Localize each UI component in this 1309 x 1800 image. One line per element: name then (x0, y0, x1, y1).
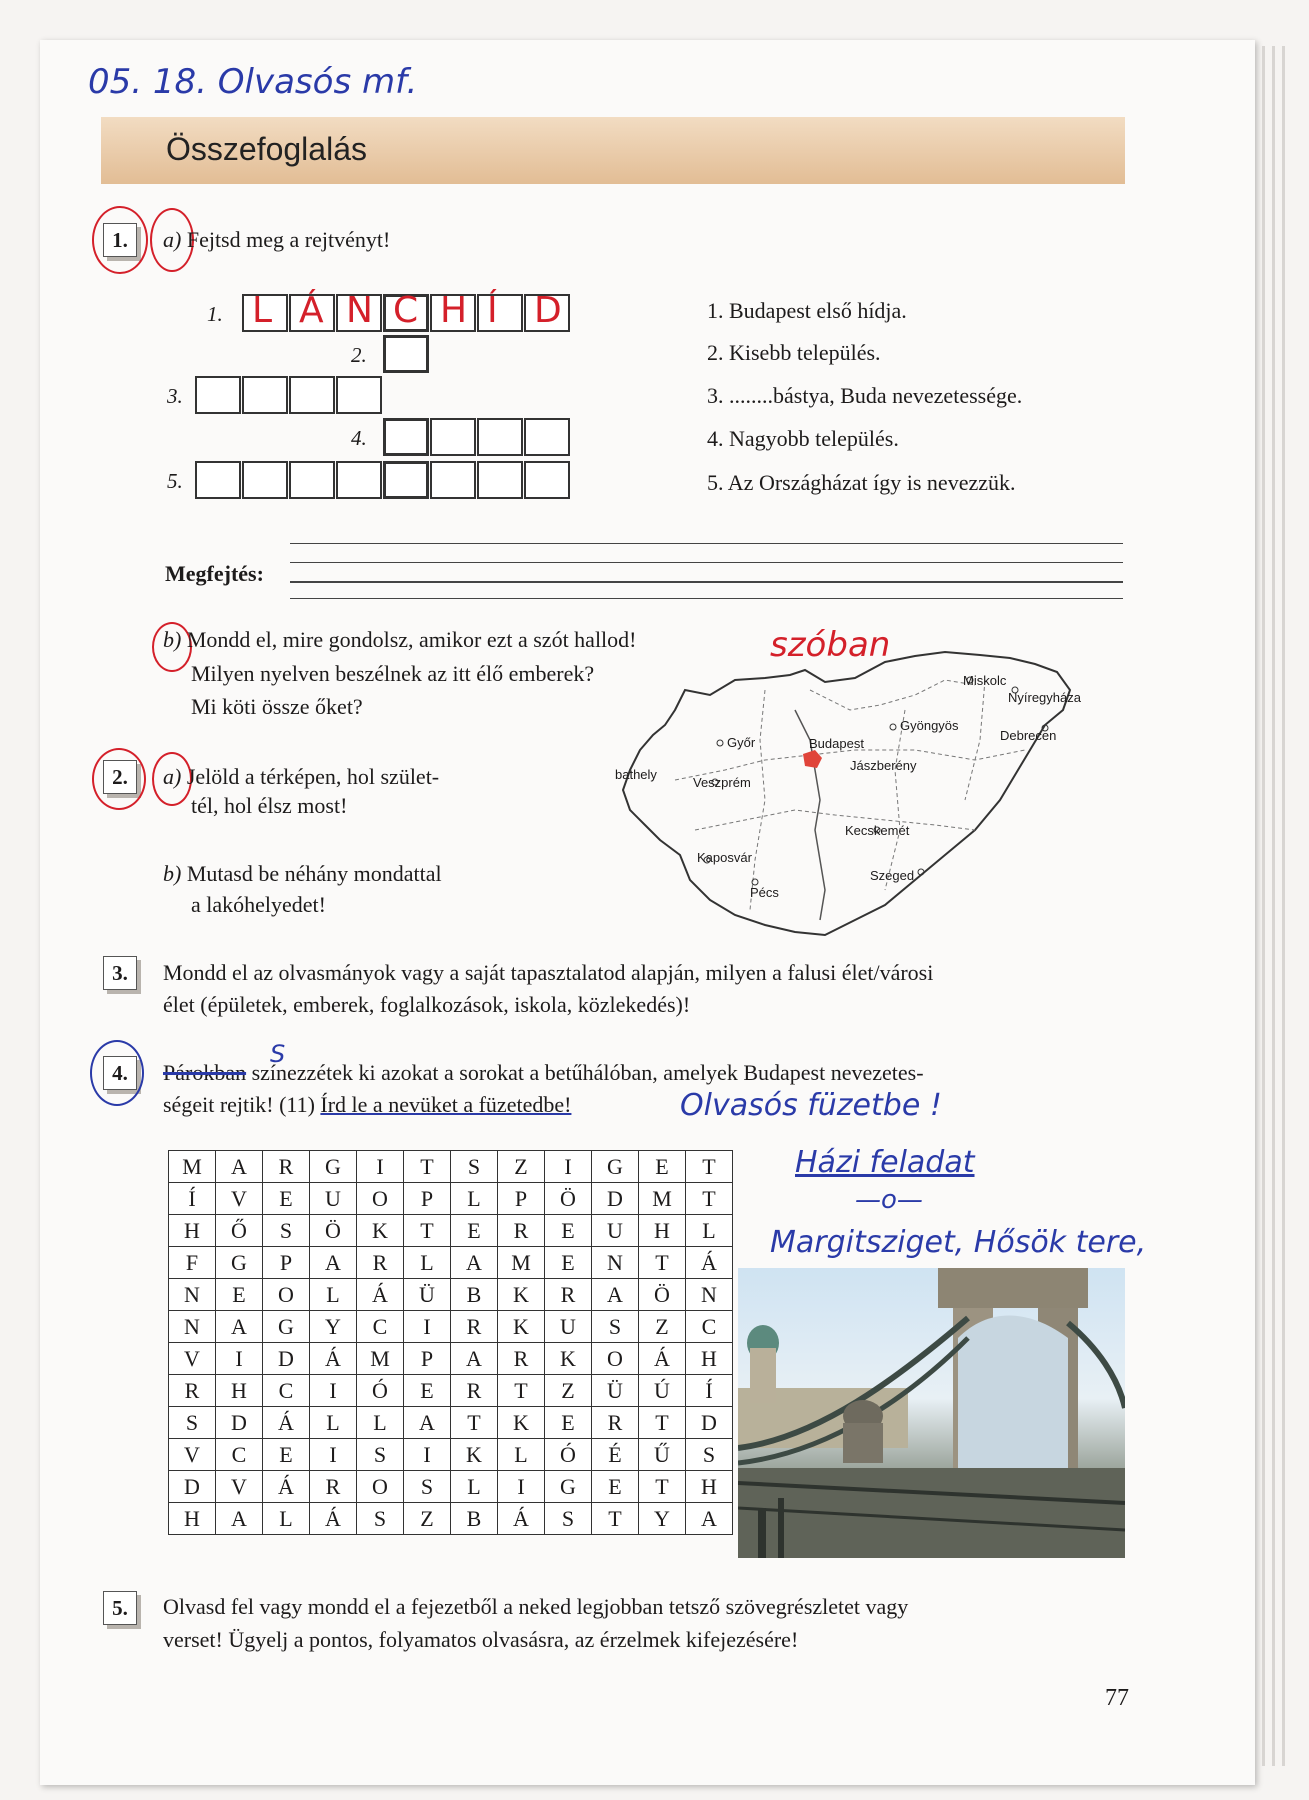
letter-cell[interactable]: L (404, 1247, 451, 1279)
letter-grid-row (169, 1279, 733, 1311)
map-label: Miskolc (963, 673, 1007, 688)
handwritten-homework-text: Margitsziget, Hősök tere, (770, 1225, 1147, 1260)
task1-b-line: Mondd el, mire gondolsz, amikor ezt a szót hallod! (186, 627, 637, 652)
task-number-5: 5. (103, 1591, 137, 1625)
solution-label: Megfejtés: (165, 561, 264, 586)
letter-cell[interactable]: I (310, 1439, 357, 1471)
letter-cell[interactable]: A (451, 1247, 498, 1279)
task1-b-line: Milyen nyelven beszélnek az itt élő emberek? (191, 661, 595, 686)
letter-cell[interactable]: L (357, 1407, 404, 1439)
page-number: 77 (1105, 1685, 1129, 1711)
letter-cell[interactable]: Y (639, 1503, 686, 1535)
letter-cell[interactable]: S (545, 1503, 592, 1535)
letter-grid-row (169, 1471, 733, 1503)
letter-cell[interactable]: A (216, 1503, 263, 1535)
letter-cell[interactable]: K (545, 1343, 592, 1375)
letter-cell[interactable]: R (451, 1375, 498, 1407)
page-edge (1272, 46, 1275, 1766)
task1-b-label: b) (163, 627, 182, 652)
letter-cell[interactable]: I (404, 1439, 451, 1471)
letter-cell[interactable]: P (404, 1343, 451, 1375)
crossword-cell (242, 376, 288, 414)
letter-cell[interactable]: D (216, 1407, 263, 1439)
crossword-cell (336, 376, 382, 414)
crossword-cell (430, 461, 476, 499)
handwritten-answer-letter: H (440, 290, 468, 331)
letter-cell[interactable]: T (404, 1215, 451, 1247)
letter-cell[interactable]: R (498, 1343, 545, 1375)
map-label: bathely (615, 767, 657, 782)
map-label: Budapest (809, 736, 864, 751)
letter-cell[interactable]: S (357, 1439, 404, 1471)
task5-line: Olvasd fel vagy mondd el a fejezetből a neked legjobban tetsző szövegrészletet vagy (163, 1594, 909, 1619)
letter-cell[interactable]: V (216, 1183, 263, 1215)
letter-cell[interactable]: G (310, 1151, 357, 1183)
letter-cell[interactable]: R (169, 1375, 216, 1407)
red-circle-mark (92, 206, 148, 274)
task-number-3: 3. (103, 956, 137, 990)
letter-cell[interactable]: N (592, 1247, 639, 1279)
page-title: Összefoglalás (166, 131, 367, 167)
letter-cell[interactable]: N (686, 1279, 733, 1311)
crossword-row-number: 2. (351, 343, 367, 367)
letter-cell[interactable]: G (216, 1247, 263, 1279)
task-number-4: 4. (103, 1056, 137, 1090)
letter-cell[interactable]: I (310, 1375, 357, 1407)
section-banner (101, 117, 1125, 184)
crossword-cell (195, 376, 241, 414)
letter-cell[interactable]: T (686, 1151, 733, 1183)
task-number-1: 1. (103, 223, 137, 257)
crossword-cell (383, 335, 429, 373)
crossword-cell (477, 418, 523, 456)
letter-cell[interactable]: L (451, 1183, 498, 1215)
letter-cell[interactable]: S (592, 1311, 639, 1343)
handwritten-szoban: szóban (770, 625, 891, 665)
red-circle-mark (92, 748, 146, 810)
letter-cell[interactable]: Ú (639, 1375, 686, 1407)
letter-cell[interactable]: E (263, 1439, 310, 1471)
answer-line (290, 543, 1123, 544)
letter-cell[interactable]: I (357, 1151, 404, 1183)
crossword-cell (524, 418, 570, 456)
crossword-row-number: 3. (167, 384, 183, 408)
letter-cell[interactable]: E (592, 1471, 639, 1503)
letter-cell[interactable]: M (498, 1247, 545, 1279)
task2-a-line: tél, hol élsz most! (191, 793, 348, 818)
letter-cell[interactable]: T (498, 1375, 545, 1407)
letter-cell[interactable]: V (169, 1343, 216, 1375)
letter-cell[interactable]: C (216, 1439, 263, 1471)
letter-cell[interactable]: K (451, 1439, 498, 1471)
task5-line: verset! Ügyelj a pontos, folyamatos olvasásra, az érzelmek kifejezésére! (163, 1627, 799, 1652)
letter-cell[interactable]: Ö (545, 1183, 592, 1215)
letter-cell[interactable]: B (451, 1503, 498, 1535)
letter-cell[interactable]: Ó (357, 1375, 404, 1407)
letter-cell[interactable]: K (498, 1407, 545, 1439)
letter-cell[interactable]: Á (686, 1247, 733, 1279)
letter-cell[interactable]: A (310, 1247, 357, 1279)
task2-a-line: Jelöld a térképen, hol szület- (186, 764, 440, 789)
crossword-clue: 3. ........bástya, Buda nevezetessége. (707, 383, 1023, 408)
handwritten-dash: —o— (855, 1185, 923, 1215)
letter-cell[interactable]: K (498, 1311, 545, 1343)
map-label: Veszprém (693, 775, 751, 790)
letter-cell[interactable]: G (545, 1471, 592, 1503)
letter-cell[interactable]: L (310, 1279, 357, 1311)
letter-cell[interactable]: K (357, 1215, 404, 1247)
letter-cell[interactable]: S (404, 1471, 451, 1503)
letter-cell[interactable]: H (686, 1343, 733, 1375)
letter-cell[interactable]: T (639, 1407, 686, 1439)
letter-cell[interactable]: L (498, 1439, 545, 1471)
letter-cell[interactable]: N (169, 1279, 216, 1311)
letter-cell[interactable]: T (639, 1247, 686, 1279)
handwritten-correction: S (270, 1040, 286, 1068)
handwritten-answer-letter: Í (487, 290, 498, 331)
letter-cell[interactable]: P (263, 1247, 310, 1279)
letter-grid-row (169, 1311, 733, 1343)
letter-cell[interactable]: E (545, 1407, 592, 1439)
letter-cell[interactable]: Á (310, 1343, 357, 1375)
letter-grid-row (169, 1439, 733, 1471)
letter-cell[interactable]: R (451, 1311, 498, 1343)
letter-cell[interactable]: Á (639, 1343, 686, 1375)
letter-cell[interactable]: R (310, 1471, 357, 1503)
crossword-cell (289, 461, 335, 499)
letter-cell[interactable]: B (451, 1279, 498, 1311)
handwritten-answer-letter: N (346, 290, 373, 331)
map-label: Gyöngyös (900, 718, 959, 733)
letter-cell[interactable]: G (263, 1311, 310, 1343)
crossword-clue: 2. Kisebb település. (707, 340, 881, 365)
letter-cell[interactable]: Z (404, 1503, 451, 1535)
letter-cell[interactable]: A (451, 1343, 498, 1375)
letter-cell[interactable]: L (310, 1407, 357, 1439)
letter-grid-row (169, 1183, 733, 1215)
letter-cell[interactable]: R (357, 1247, 404, 1279)
letter-cell[interactable]: L (686, 1215, 733, 1247)
task-number-2: 2. (103, 760, 137, 794)
letter-cell[interactable]: Ó (545, 1439, 592, 1471)
task4-line1: színezzétek ki azokat a sorokat a betűhálóban, amelyek Budapest nevezetes- (251, 1060, 924, 1085)
letter-cell[interactable]: U (592, 1215, 639, 1247)
letter-cell[interactable]: M (169, 1151, 216, 1183)
letter-cell[interactable]: H (169, 1215, 216, 1247)
letter-cell[interactable]: N (169, 1311, 216, 1343)
letter-cell[interactable]: E (545, 1215, 592, 1247)
letter-cell[interactable]: F (169, 1247, 216, 1279)
letter-grid-row (169, 1407, 733, 1439)
letter-cell[interactable]: H (639, 1215, 686, 1247)
task1-b-line: Mi köti össze őket? (191, 694, 363, 719)
task2-b-label: b) (163, 861, 182, 886)
letter-cell[interactable]: R (263, 1151, 310, 1183)
letter-cell[interactable]: I (404, 1311, 451, 1343)
letter-cell[interactable]: A (216, 1311, 263, 1343)
map-label: Győr (727, 735, 756, 750)
answer-line (290, 581, 1123, 583)
letter-cell[interactable]: E (639, 1151, 686, 1183)
map-label: Nyíregyháza (1008, 690, 1081, 705)
crossword-row-number: 5. (167, 469, 183, 493)
answer-line (290, 562, 1123, 563)
letter-cell[interactable]: D (592, 1183, 639, 1215)
crossword-cell (383, 418, 429, 456)
crossword-clue: 5. Az Országházat így is nevezzük. (707, 470, 1016, 495)
letter-cell[interactable]: I (545, 1151, 592, 1183)
page-edge (1282, 46, 1285, 1766)
map-label: Kaposvár (697, 850, 752, 865)
task3-line: Mondd el az olvasmányok vagy a saját tapasztalatod alapján, milyen a falusi élet/városi (163, 960, 934, 985)
task4-line2: ségeit rejtik! (11) (163, 1092, 315, 1117)
crossword-cell (477, 294, 523, 332)
crossword-cell (195, 461, 241, 499)
letter-cell[interactable]: A (216, 1151, 263, 1183)
letter-cell[interactable]: S (686, 1439, 733, 1471)
chain-bridge-photo (738, 1268, 1125, 1558)
task1-a-text: Fejtsd meg a rejtvényt! (186, 227, 391, 252)
letter-cell[interactable]: D (686, 1407, 733, 1439)
letter-cell[interactable]: M (639, 1183, 686, 1215)
bridge-illustration (738, 1268, 1125, 1558)
handwritten-answer-letter: Á (299, 290, 324, 331)
letter-grid-row (169, 1343, 733, 1375)
letter-grid (168, 1150, 733, 1535)
letter-cell[interactable]: V (169, 1439, 216, 1471)
letter-cell[interactable]: E (451, 1215, 498, 1247)
letter-cell[interactable]: O (592, 1343, 639, 1375)
crossword-row-number: 1. (207, 302, 223, 326)
letter-cell[interactable]: V (216, 1471, 263, 1503)
handwritten-homework-title: Házi feladat (795, 1145, 975, 1180)
letter-cell[interactable]: T (592, 1503, 639, 1535)
task2-a-label: a) (163, 764, 182, 789)
handwritten-answer-letter: L (252, 290, 273, 331)
blue-circle-mark (90, 1040, 144, 1106)
letter-cell[interactable]: S (357, 1503, 404, 1535)
letter-cell[interactable]: S (169, 1407, 216, 1439)
crossword-cell (524, 461, 570, 499)
letter-cell[interactable]: Á (263, 1407, 310, 1439)
letter-cell[interactable]: E (545, 1247, 592, 1279)
letter-cell[interactable]: Ü (404, 1279, 451, 1311)
task2-b-line: a lakóhelyedet! (191, 892, 326, 917)
letter-cell[interactable]: E (216, 1279, 263, 1311)
letter-cell[interactable]: K (498, 1279, 545, 1311)
letter-cell[interactable]: R (592, 1407, 639, 1439)
map-label: Szeged (870, 868, 915, 883)
letter-cell[interactable]: T (639, 1471, 686, 1503)
letter-cell[interactable]: D (169, 1471, 216, 1503)
crossword-row-number: 4. (351, 426, 367, 450)
letter-cell[interactable]: Á (498, 1503, 545, 1535)
letter-cell[interactable]: Í (169, 1183, 216, 1215)
letter-cell[interactable]: U (545, 1311, 592, 1343)
letter-cell[interactable]: P (498, 1183, 545, 1215)
letter-cell[interactable]: Ü (592, 1375, 639, 1407)
crossword-cell (336, 461, 382, 499)
letter-grid-row (169, 1151, 733, 1183)
answer-line (290, 598, 1123, 599)
crossword-cell (383, 461, 429, 499)
letter-cell[interactable]: Y (310, 1311, 357, 1343)
letter-cell[interactable]: Á (357, 1279, 404, 1311)
letter-cell[interactable]: H (686, 1471, 733, 1503)
task1-a-label: a) (163, 227, 182, 252)
letter-cell[interactable]: Á (263, 1471, 310, 1503)
task2-b-line: Mutasd be néhány mondattal (186, 861, 442, 886)
letter-cell[interactable]: L (263, 1503, 310, 1535)
crossword-cell (289, 376, 335, 414)
letter-cell[interactable]: H (216, 1375, 263, 1407)
letter-cell[interactable]: O (357, 1183, 404, 1215)
map-label: Kecskemét (845, 823, 910, 838)
letter-cell[interactable]: I (216, 1343, 263, 1375)
task3-line: élet (épületek, emberek, foglalkozások, iskola, közlekedés)! (163, 992, 691, 1017)
letter-cell[interactable]: T (451, 1407, 498, 1439)
map-label: Jászberény (850, 758, 917, 773)
letter-grid-row (169, 1247, 733, 1279)
letter-cell[interactable]: G (592, 1151, 639, 1183)
letter-cell[interactable]: E (404, 1375, 451, 1407)
letter-cell[interactable]: Ő (216, 1215, 263, 1247)
letter-cell[interactable]: A (404, 1407, 451, 1439)
letter-cell[interactable]: A (592, 1279, 639, 1311)
letter-cell[interactable]: E (263, 1183, 310, 1215)
letter-cell[interactable]: T (404, 1151, 451, 1183)
letter-cell[interactable]: H (169, 1503, 216, 1535)
letter-cell[interactable]: Z (639, 1311, 686, 1343)
letter-cell[interactable]: S (263, 1215, 310, 1247)
letter-cell[interactable]: L (451, 1471, 498, 1503)
map-label: Debrecen (1000, 728, 1057, 743)
handwritten-date-note: 05. 18. Olvasós mf. (88, 62, 418, 102)
map-label: Pécs (750, 885, 779, 900)
letter-grid-row (169, 1215, 733, 1247)
letter-cell[interactable]: S (451, 1151, 498, 1183)
letter-cell[interactable]: Ű (639, 1439, 686, 1471)
letter-cell[interactable]: P (404, 1183, 451, 1215)
letter-cell[interactable]: A (686, 1503, 733, 1535)
letter-cell[interactable]: Ö (310, 1215, 357, 1247)
letter-cell[interactable]: É (592, 1439, 639, 1471)
handwritten-answer-letter: D (534, 290, 562, 331)
letter-cell[interactable]: M (357, 1343, 404, 1375)
crossword-cell (242, 461, 288, 499)
letter-cell[interactable]: O (357, 1471, 404, 1503)
crossword-cell (430, 418, 476, 456)
crossword-clue: 1. Budapest első hídja. (707, 298, 907, 323)
crossword-clue: 4. Nagyobb település. (707, 426, 899, 451)
letter-grid-row (169, 1375, 733, 1407)
letter-cell[interactable]: Z (545, 1375, 592, 1407)
letter-cell[interactable]: O (263, 1279, 310, 1311)
letter-cell[interactable]: U (310, 1183, 357, 1215)
letter-cell[interactable]: Í (686, 1375, 733, 1407)
letter-cell[interactable]: T (686, 1183, 733, 1215)
task4-underlined: Írd le a nevüket a füzetedbe! (320, 1092, 572, 1117)
hungary-map (615, 650, 1095, 940)
letter-cell[interactable]: Z (498, 1151, 545, 1183)
letter-cell[interactable]: I (498, 1471, 545, 1503)
letter-cell[interactable]: C (263, 1375, 310, 1407)
crossword-cell (477, 461, 523, 499)
letter-cell[interactable]: R (498, 1215, 545, 1247)
letter-grid-row (169, 1503, 733, 1535)
letter-cell[interactable]: C (686, 1311, 733, 1343)
letter-cell[interactable]: Ö (639, 1279, 686, 1311)
page-edge (1262, 46, 1265, 1766)
letter-cell[interactable]: R (545, 1279, 592, 1311)
letter-cell[interactable]: C (357, 1311, 404, 1343)
letter-cell[interactable]: Á (310, 1503, 357, 1535)
handwritten-fuzetbe: Olvasós füzetbe ! (680, 1088, 942, 1123)
letter-cell[interactable]: D (263, 1343, 310, 1375)
handwritten-answer-letter: C (393, 290, 419, 331)
struck-word: Párokban (163, 1060, 247, 1085)
